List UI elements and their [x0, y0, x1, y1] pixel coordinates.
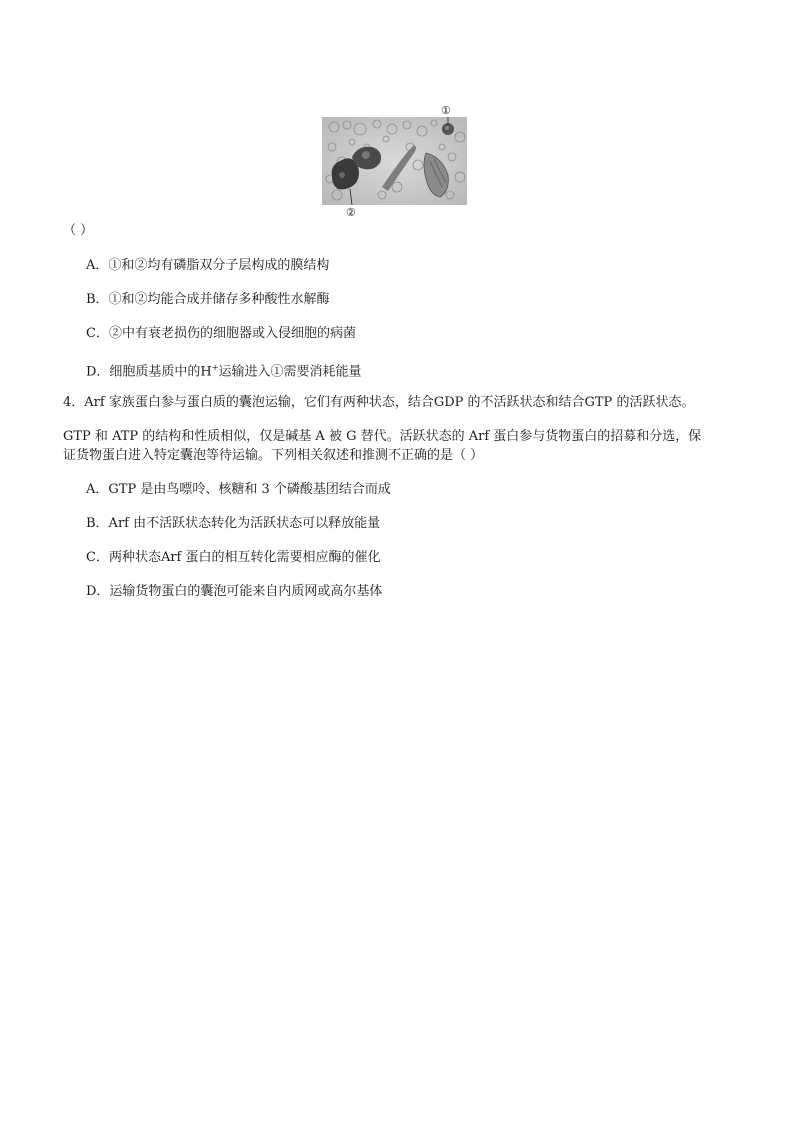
- q3-option-c: C．②中有衰老损伤的细胞器或入侵细胞的病菌: [86, 326, 356, 341]
- q4-stem-line-3: 证货物蛋白进入特定囊泡等待运输。下列相关叙述和推测不正确的是（ ）: [63, 448, 484, 463]
- q3-option-d-before: D．细胞质基质中的H: [86, 364, 212, 380]
- micrograph-figure: [322, 117, 467, 205]
- q4-option-c: C．两种状态Arf 蛋白的相互转化需要相应酶的催化: [86, 550, 381, 565]
- q4-option-d: D．运输货物蛋白的囊泡可能来自内质网或高尔基体: [86, 584, 383, 599]
- figure-label-2: ②: [346, 206, 356, 219]
- q3-answer-paren: （ ）: [63, 223, 94, 238]
- q3-option-d-sup: +: [211, 363, 219, 372]
- q4-stem-line-1: 4．Arf 家族蛋白参与蛋白质的囊泡运输，它们有两种状态，结合GDP 的不活跃状态和结合GTP 的活跃状态。: [63, 395, 695, 410]
- figure-label-1: ①: [441, 104, 451, 117]
- q3-option-d-after: 运输进入①需要消耗能量: [218, 364, 362, 380]
- q4-option-a: A．GTP 是由鸟嘌呤、核糖和 3 个磷酸基团结合而成: [86, 482, 391, 497]
- micrograph-image: [322, 117, 467, 205]
- q3-option-d: [86, 359, 361, 381]
- q4-option-b: B．Arf 由不活跃状态转化为活跃状态可以释放能量: [86, 516, 381, 531]
- q3-option-a: A．①和②均有磷脂双分子层构成的膜结构: [86, 258, 330, 273]
- q3-option-b: B．①和②均能合成并储存多种酸性水解酶: [86, 292, 330, 307]
- q4-stem-line-2: GTP 和 ATP 的结构和性质相似，仅是碱基 A 被 G 替代。活跃状态的 Arf 蛋白参与货物蛋白的招募和分选，保: [63, 429, 702, 444]
